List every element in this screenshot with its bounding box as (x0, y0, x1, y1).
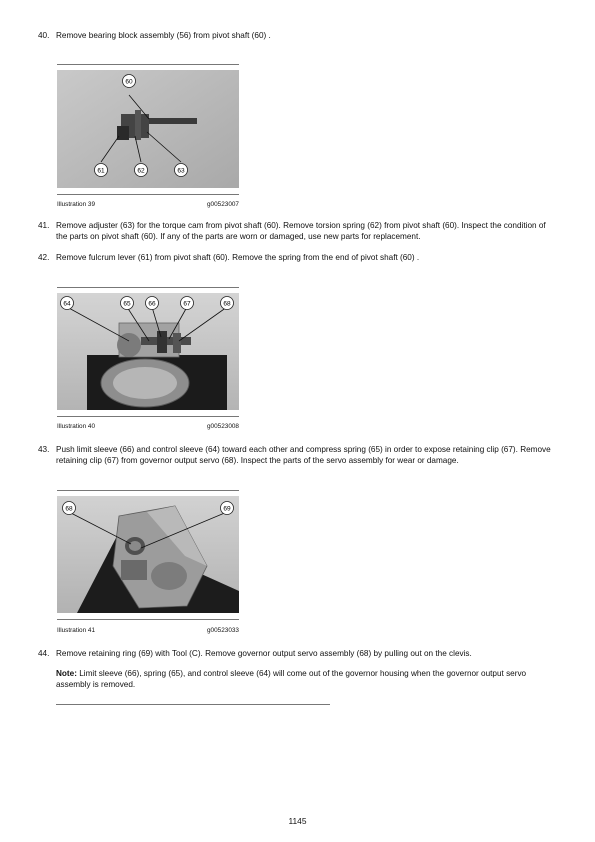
illustration-39-photo (57, 70, 239, 188)
illustration-id: g00523033 (207, 627, 239, 634)
callout-68 (221, 297, 234, 310)
section-end-rule (56, 704, 330, 705)
illustration-39-caption (57, 201, 239, 209)
svg-text:69: 69 (223, 505, 231, 513)
callout-64 (61, 297, 74, 310)
note (56, 669, 556, 690)
svg-text:68: 68 (223, 300, 231, 308)
illustration-40-caption (57, 423, 239, 431)
callout-67 (181, 297, 194, 310)
illustration-label: Illustration 40 (57, 423, 96, 430)
svg-text:60: 60 (125, 78, 133, 86)
illustration-40-photo (57, 293, 239, 410)
illustration-id: g00523007 (207, 201, 239, 208)
step-number: 44. (38, 649, 50, 658)
svg-text:65: 65 (123, 300, 131, 308)
svg-text:68: 68 (65, 505, 73, 513)
callout-60 (123, 75, 136, 88)
illustration-41-photo (57, 496, 239, 613)
page-number: 1145 (288, 816, 307, 826)
step-40 (38, 31, 558, 42)
illustration-id: g00523008 (207, 423, 239, 430)
svg-text:61: 61 (97, 167, 105, 175)
step-number: 40. (38, 31, 50, 40)
note-label: Note: (56, 669, 77, 678)
illustration-top-rule (57, 490, 239, 491)
step-text: Push limit sleeve (66) and control sleeve (64) toward each other and compress spring (65) in order to expose retaining clip (67). Remove retaining clip (67) from governor output servo (68). Inspect the parts of the servo assembly for wear or damage. (56, 445, 551, 465)
callout-61 (95, 164, 108, 177)
illustration-41-caption (57, 627, 239, 635)
callout-62 (135, 164, 148, 177)
step-42 (38, 253, 558, 264)
step-number: 41. (38, 221, 50, 230)
step-number: 43. (38, 445, 50, 454)
step-41 (38, 221, 558, 242)
note-text: Limit sleeve (66), spring (65), and control sleeve (64) will come out of the governor housing when the governor output servo assembly is removed. (56, 669, 527, 689)
step-44 (38, 649, 558, 660)
svg-text:63: 63 (177, 167, 185, 175)
callout-66 (146, 297, 159, 310)
callout-68 (63, 502, 76, 515)
step-text: Remove bearing block assembly (56) from pivot shaft (60) . (56, 31, 271, 40)
illustration-top-rule (57, 64, 239, 65)
step-number: 42. (38, 253, 50, 262)
illustration-bottom-rule (57, 619, 239, 620)
callout-63 (175, 164, 188, 177)
callout-65 (121, 297, 134, 310)
step-text: Remove retaining ring (69) with Tool (C). Remove governor output servo assembly (68) by pulling out on the clevis. (56, 649, 472, 658)
illustration-label: Illustration 39 (57, 201, 96, 208)
svg-text:64: 64 (63, 300, 71, 308)
illustration-bottom-rule (57, 194, 239, 195)
illustration-bottom-rule (57, 416, 239, 417)
callout-69 (221, 502, 234, 515)
illustration-label: Illustration 41 (57, 627, 96, 634)
step-text: Remove fulcrum lever (61) from pivot shaft (60). Remove the spring from the end of pivot shaft (60) . (56, 253, 420, 262)
step-text: Remove adjuster (63) for the torque cam from pivot shaft (60). Remove torsion spring (62) from pivot shaft (60). Inspect the condition of the parts on pivot shaft (60). If any of the parts are worn or damaged, use new parts for replacement. (56, 221, 546, 241)
illustration-top-rule (57, 287, 239, 288)
svg-text:62: 62 (137, 167, 145, 175)
step-43 (38, 445, 558, 466)
svg-text:67: 67 (183, 300, 191, 308)
svg-text:66: 66 (148, 300, 156, 308)
